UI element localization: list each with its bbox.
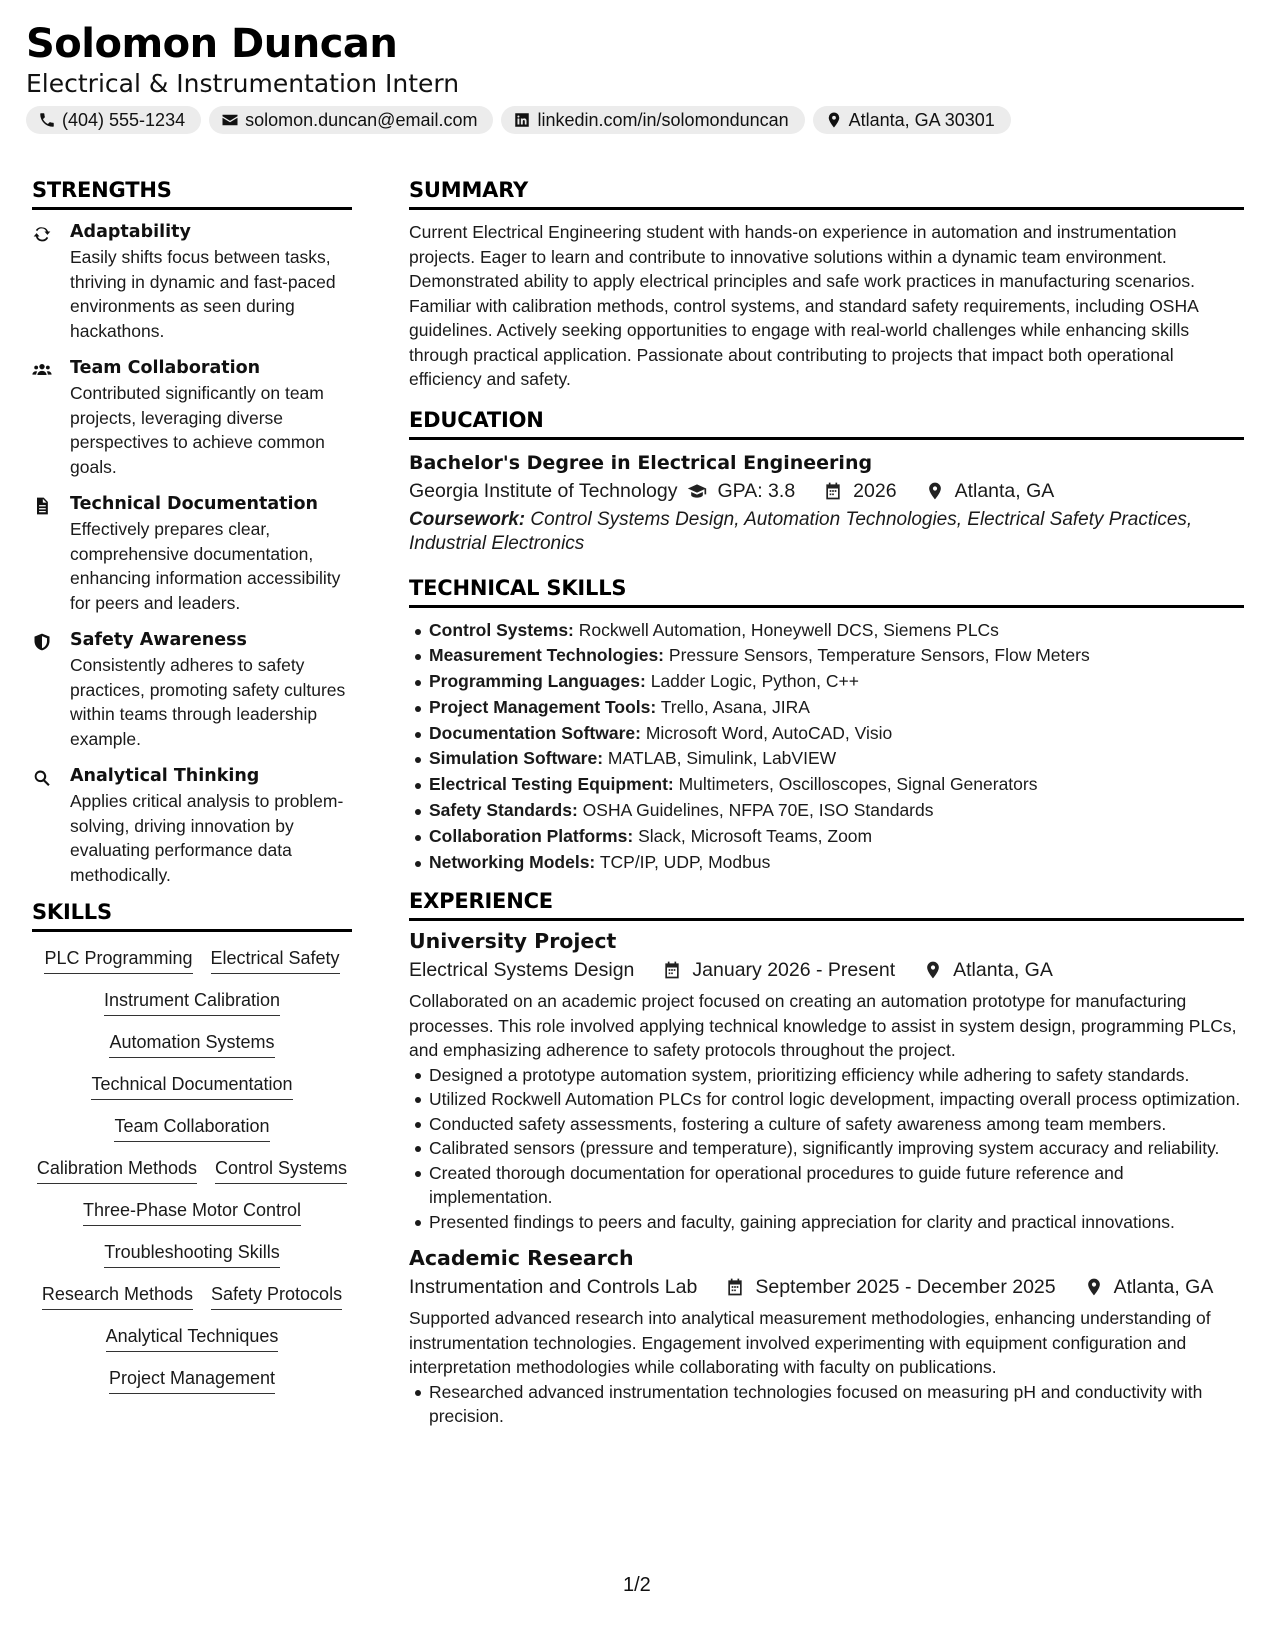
shield-icon <box>32 632 52 652</box>
skill-category: Measurement Technologies: <box>429 645 665 666</box>
job-bullets <box>409 1063 1244 1235</box>
skill-chip: Team Collaboration <box>114 1114 269 1142</box>
strength-item <box>32 492 352 615</box>
skill-chip: Troubleshooting Skills <box>104 1240 279 1268</box>
job-entry <box>409 927 1244 1234</box>
strength-desc: Applies critical analysis to problem-solving, driving innovation by evaluating performance data methodically. <box>70 791 344 885</box>
list-item <box>429 824 1244 850</box>
job-meta <box>409 1272 1244 1302</box>
school-name: Georgia Institute of Technology <box>409 479 678 502</box>
list-item: Researched advanced instrumentation technologies focused on measuring pH and conductivity with precision. <box>429 1380 1244 1429</box>
skill-category: Documentation Software: <box>429 722 641 743</box>
job-entry <box>409 1244 1244 1429</box>
map-pin-icon <box>925 481 945 501</box>
skills-list <box>32 942 352 1394</box>
experience-heading: EXPERIENCE <box>409 889 1244 921</box>
strength-title: Safety Awareness <box>70 630 247 650</box>
list-item <box>429 643 1244 669</box>
list-item <box>429 772 1244 798</box>
contact-linkedin-text: linkedin.com/in/solomonduncan <box>537 109 789 130</box>
technical-skills-list <box>409 618 1244 876</box>
list-item: Calibrated sensors (pressure and temperature), significantly improving system accuracy and reliability. <box>429 1136 1244 1161</box>
coursework-label: Coursework: <box>409 508 526 530</box>
skill-category: Simulation Software: <box>429 748 604 769</box>
strength-title: Technical Documentation <box>70 494 319 514</box>
strength-desc: Effectively prepares clear, comprehensive documentation, enhancing information accessibility for peers and leaders. <box>70 519 341 613</box>
gpa: GPA: 3.8 <box>717 479 796 502</box>
skill-chip: Research Methods <box>42 1282 193 1310</box>
skill-values: Rockwell Automation, Honeywell DCS, Siemens PLCs <box>578 619 999 640</box>
page-number: 1/2 <box>623 1574 651 1596</box>
list-item <box>429 850 1244 876</box>
skill-chip: Technical Documentation <box>91 1072 292 1100</box>
strengths-heading: STRENGTHS <box>32 178 352 210</box>
skill-chip: Project Management <box>109 1366 275 1394</box>
job-location: Atlanta, GA <box>953 959 1053 982</box>
graduation-cap-icon <box>687 481 707 501</box>
job-description: Supported advanced research into analytical measurement methodologies, enhancing understanding of instrumentation technologies. Engagement involved experimenting with equipment configuration and interpretation methodologies while collaborating with faculty on publications. <box>409 1308 1211 1378</box>
list-item <box>429 669 1244 695</box>
list-item <box>429 746 1244 772</box>
skill-values: Microsoft Word, AutoCAD, Visio <box>645 722 893 743</box>
list-item: Conducted safety assessments, fostering a culture of safety awareness among team members. <box>429 1112 1244 1137</box>
education-heading: EDUCATION <box>409 408 1244 440</box>
skill-category: Networking Models: <box>429 851 596 872</box>
map-pin-icon <box>923 960 943 980</box>
job-org: Instrumentation and Controls Lab <box>409 1276 698 1299</box>
map-pin-icon <box>825 111 843 129</box>
linkedin-icon <box>513 111 531 129</box>
technical-skills-heading: TECHNICAL SKILLS <box>409 576 1244 608</box>
list-item: Created thorough documentation for operational procedures to guide future reference and implementation. <box>429 1161 1244 1210</box>
document-icon <box>32 496 52 516</box>
search-icon <box>32 768 52 788</box>
list-item <box>429 618 1244 644</box>
skill-chip: PLC Programming <box>44 946 192 974</box>
strength-title: Analytical Thinking <box>70 766 260 786</box>
skill-chip: Electrical Safety <box>211 946 340 974</box>
education-meta <box>409 476 1244 506</box>
skill-values: Ladder Logic, Python, C++ <box>650 671 859 692</box>
list-item: Designed a prototype automation system, prioritizing efficiency while adhering to safety standards. <box>429 1063 1244 1088</box>
graduation-year: 2026 <box>853 479 897 502</box>
degree-title: Bachelor's Degree in Electrical Engineering <box>409 451 873 474</box>
job-title: University Project <box>409 929 617 954</box>
strength-item <box>32 356 352 479</box>
skill-chip: Calibration Methods <box>37 1156 197 1184</box>
job-dates: January 2026 - Present <box>692 959 896 982</box>
contact-email[interactable] <box>209 106 493 134</box>
skill-values: MATLAB, Simulink, LabVIEW <box>607 748 837 769</box>
skill-category: Collaboration Platforms: <box>429 825 634 846</box>
right-column <box>409 178 1244 1429</box>
strength-title: Team Collaboration <box>70 358 261 378</box>
skill-chip: Safety Protocols <box>211 1282 342 1310</box>
strength-item <box>32 220 352 343</box>
list-item <box>429 798 1244 824</box>
job-title: Academic Research <box>409 1246 634 1271</box>
strength-title: Adaptability <box>70 222 191 242</box>
skill-category: Programming Languages: <box>429 671 646 692</box>
strength-desc: Contributed significantly on team projects, leveraging diverse perspectives to achieve common goals. <box>70 383 325 477</box>
list-item: Utilized Rockwell Automation PLCs for control logic development, impacting overall process optimization. <box>429 1087 1244 1112</box>
skill-values: Multimeters, Oscilloscopes, Signal Generators <box>678 774 1038 795</box>
envelope-icon <box>221 111 239 129</box>
skills-heading: SKILLS <box>32 900 352 932</box>
summary-heading: SUMMARY <box>409 178 1244 210</box>
coursework-list: Control Systems Design, Automation Technologies, Electrical Safety Practices, Industrial Electronics <box>409 508 1193 554</box>
skill-category: Safety Standards: <box>429 800 578 821</box>
calendar-icon <box>823 481 843 501</box>
contact-linkedin[interactable] <box>501 106 804 134</box>
skill-values: Pressure Sensors, Temperature Sensors, Flow Meters <box>668 645 1090 666</box>
skill-values: Slack, Microsoft Teams, Zoom <box>638 825 873 846</box>
left-column <box>32 178 352 1394</box>
summary-text: Current Electrical Engineering student with hands-on experience in automation and instrumentation projects. Eager to learn and contribute to innovative solutions within a dynamic team environment. Demonstrated ability to apply electrical principles and safe work practices in manufacturing scenarios. Familiar with calibration methods, control systems, and standard safety requirements, including OSHA guidelines. Actively seeking opportunities to engage with real-world challenges while enhancing skills through practical application. Passionate about contributing to projects that impact both operational efficiency and safety. <box>409 222 1198 389</box>
skill-values: Trello, Asana, JIRA <box>660 696 810 717</box>
skill-chip: Analytical Techniques <box>106 1324 279 1352</box>
coursework <box>409 508 1244 556</box>
contact-bar <box>26 106 1011 134</box>
contact-location-text: Atlanta, GA 30301 <box>848 109 995 130</box>
strength-desc: Consistently adheres to safety practices, promoting safety cultures within teams through leadership example. <box>70 655 346 749</box>
list-item: Presented findings to peers and faculty, gaining appreciation for clarity and practical innovations. <box>429 1210 1244 1235</box>
contact-phone[interactable] <box>26 106 201 134</box>
education-location: Atlanta, GA <box>954 479 1055 502</box>
contact-phone-text: (404) 555-1234 <box>62 109 186 130</box>
phone-icon <box>38 111 56 129</box>
skill-category: Project Management Tools: <box>429 696 657 717</box>
sync-icon <box>32 224 52 244</box>
strength-item <box>32 628 352 751</box>
contact-email-text: solomon.duncan@email.com <box>245 109 478 130</box>
strength-desc: Easily shifts focus between tasks, thriving in dynamic and fast-paced environments as seen during hackathons. <box>70 247 336 341</box>
skill-chip: Instrument Calibration <box>104 988 280 1016</box>
calendar-icon <box>725 1277 745 1297</box>
candidate-title: Electrical & Instrumentation Intern <box>26 69 460 98</box>
list-item <box>429 695 1244 721</box>
resume-header <box>26 20 1011 134</box>
job-bullets <box>409 1380 1244 1429</box>
candidate-name: Solomon Duncan <box>26 21 398 67</box>
job-org: Electrical Systems Design <box>409 959 635 982</box>
job-dates: September 2025 - December 2025 <box>755 1276 1056 1299</box>
map-pin-icon <box>1084 1277 1104 1297</box>
job-location: Atlanta, GA <box>1113 1276 1214 1299</box>
contact-location <box>813 106 1011 134</box>
skill-chip: Automation Systems <box>109 1030 274 1058</box>
skill-chip: Control Systems <box>215 1156 347 1184</box>
skill-chip: Three-Phase Motor Control <box>83 1198 301 1226</box>
list-item <box>429 721 1244 747</box>
skill-values: OSHA Guidelines, NFPA 70E, ISO Standards <box>582 800 934 821</box>
strength-item <box>32 764 352 887</box>
skill-category: Electrical Testing Equipment: <box>429 774 674 795</box>
users-icon <box>32 360 52 380</box>
job-meta <box>409 955 1244 985</box>
calendar-icon <box>662 960 682 980</box>
job-description: Collaborated on an academic project focused on creating an automation prototype for manufacturing processes. This role involved applying technical knowledge to assist in system design, programming PLCs, and emphasizing adherence to safety protocols throughout the project. <box>409 991 1237 1061</box>
skill-values: TCP/IP, UDP, Modbus <box>599 851 771 872</box>
skill-category: Control Systems: <box>429 619 574 640</box>
